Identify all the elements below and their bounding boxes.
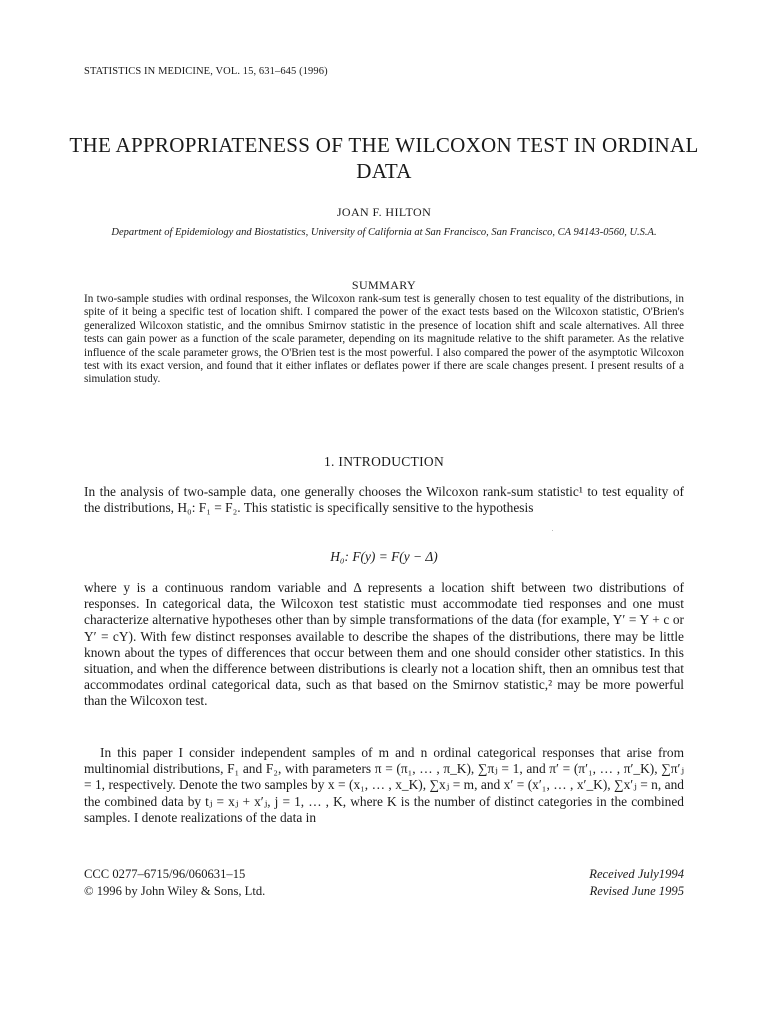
summary-heading: SUMMARY — [351, 278, 417, 292]
ccc-code: CCC 0277–6715/96/060631–15 — [84, 867, 246, 881]
running-head: STATISTICS IN MEDICINE, VOL. 15, 631–645 (1996) — [84, 66, 328, 77]
introduction-paragraph-2: where y is a continuous random variable and Δ represents a location shift between two distributions of responses. In categorical data, the Wilcoxon test statistic must accommodate tied responses and one must characterize alternative hypotheses other than by simple transformations of the data (for example, Y′ = Y + c or Y′ = cY). With few distinct responses available to describe the shapes of the distributions, there may be little known about the types of differences that occur between them and one should consider other statistics. In this situation, and when the difference between distributions is clearly not a location shift, then an omnibus test that accommodates ordinal categorical data, such as that based on the Smirnov statistic,² may be more powerful than the Wilcoxon test. — [84, 580, 684, 709]
dates-info — [589, 866, 684, 900]
received-date: Received July1994 — [589, 867, 684, 881]
copyright-notice: © 1996 by John Wiley & Sons, Ltd. — [84, 884, 266, 898]
hypothesis-equation: H₀: F(y) = F(y − Δ) — [330, 549, 438, 564]
introduction-heading: 1. INTRODUCTION — [324, 454, 444, 469]
author-affiliation: Department of Epidemiology and Biostatistics, University of California at San Francisco, San Francisco, CA 94143-0560, U.S.A. — [111, 227, 657, 238]
publication-info — [84, 866, 265, 900]
introduction-paragraph-3: In this paper I consider independent samples of m and n ordinal categorical responses that arise from multinomial distributions, F₁ and F₂, with parameters π = (π₁, … , π_K), ∑πⱼ = 1, and π′ = (π′₁, … , π′_K), ∑π′ⱼ = 1, respectively. Denote the two samples by x = (x₁, … , x_K), ∑xⱼ = m, and x′ = (x′₁, … , x′_K), ∑x′ⱼ = n, and the combined data by tⱼ = xⱼ + x′ⱼ, j = 1, … , K, where K is the number of distinct categories in the combined samples. I denote realizations of the data in — [84, 745, 684, 825]
revised-date: Revised June 1995 — [589, 884, 684, 898]
author-name: JOAN F. HILTON — [336, 205, 432, 219]
paper-title: THE APPROPRIATENESS OF THE WILCOXON TEST IN ORDINAL DATA — [69, 133, 699, 183]
scan-speck — [552, 530, 553, 531]
summary-text: In two-sample studies with ordinal responses, the Wilcoxon rank-sum test is generally chosen to test equality of the distributions, in spite of it being a specific test of location shift. I compared the power of the exact tests based on the Wilcoxon statistic, O'Brien's generalized Wilcoxon statistic, and the omnibus Smirnov statistic in the presence of location shift and scale alternatives. All three tests can gain power as a function of the scale parameter, depending on its magnitude relative to the shift parameter. As the relative influence of the scale parameter grows, the O'Brien test is the most powerful. I also compared the power of the asymptotic Wilcoxon test with its exact version, and found that it either inflates or deflates power if there are scale changes present. I present results of a simulation study. — [84, 293, 684, 386]
introduction-paragraph-1: In the analysis of two-sample data, one generally chooses the Wilcoxon rank-sum statistic¹ to test equality of the distributions, H₀: F₁ = F₂. This statistic is specifically sensitive to the hypothesis — [84, 484, 684, 516]
